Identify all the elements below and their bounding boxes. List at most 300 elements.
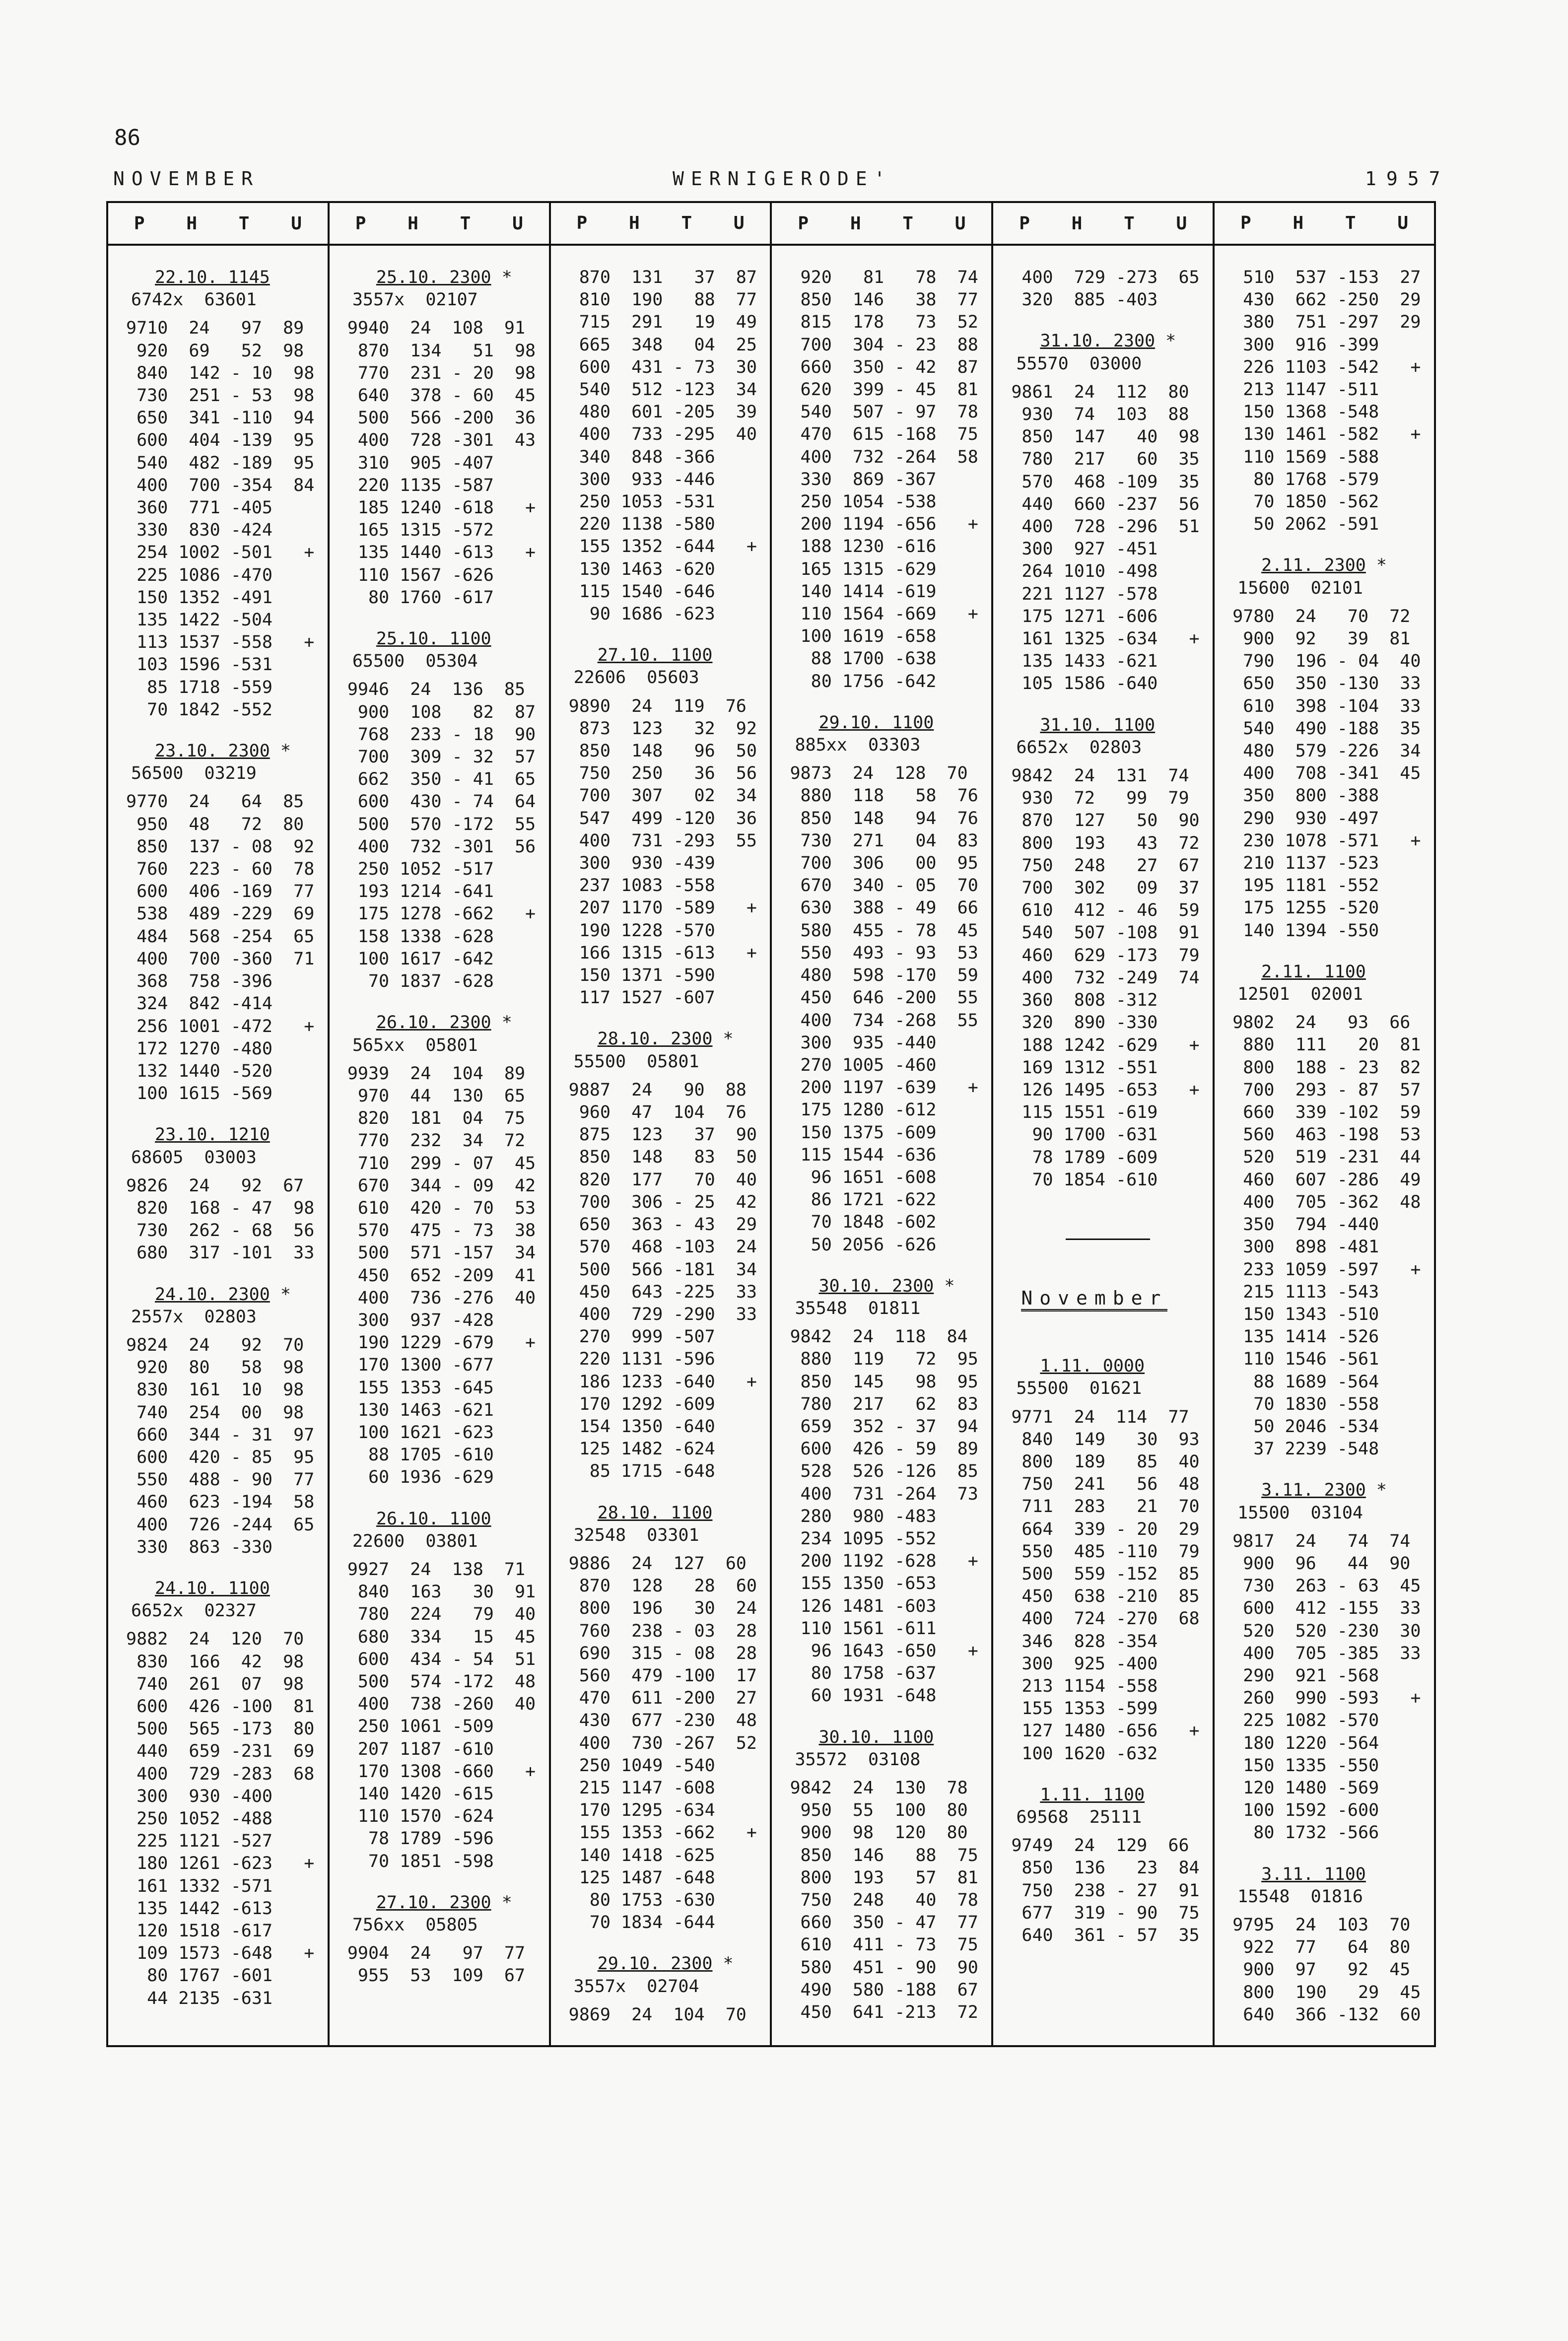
data-row: 850 147 40 98 [1011, 427, 1200, 447]
data-row: 9770 24 64 85 [126, 792, 304, 812]
release-header [790, 712, 985, 734]
release-code: 15500 03104 [1237, 1503, 1363, 1523]
data-row: 127 1480 -656 + [1011, 1721, 1200, 1741]
data-row: 700 306 00 95 [790, 853, 978, 874]
data-row: 400 708 -341 45 [1232, 763, 1421, 784]
data-row: 360 771 -405 [126, 498, 273, 518]
data-row: 360 808 -312 [1011, 990, 1158, 1011]
data-row: 820 177 70 40 [568, 1170, 757, 1190]
data-row: 9904 24 97 77 [347, 1943, 526, 1964]
data-row: 140 1414 -619 [790, 581, 937, 602]
release-code: 55500 01621 [1016, 1378, 1142, 1399]
column-header [108, 203, 328, 246]
data-row: 96 1651 -608 [790, 1167, 937, 1187]
data-row: 320 885 -403 [1011, 290, 1158, 310]
data-row: 9869 24 104 70 [568, 2004, 747, 2025]
data-row: 790 196 - 04 40 [1232, 651, 1421, 672]
sounding-block [347, 628, 543, 993]
data-row: 9861 24 112 80 [1011, 382, 1189, 402]
data-row: 400 732 -249 74 [1011, 967, 1200, 988]
data-row: 85 1718 -559 [126, 677, 273, 697]
sounding-block [126, 1578, 322, 2010]
release-star-mark: * [712, 1954, 734, 1974]
data-row: 233 1059 -597 + [1232, 1259, 1421, 1280]
column-header-label: P [576, 213, 588, 234]
release-header [347, 1012, 543, 1034]
data-row: 840 149 30 93 [1011, 1429, 1200, 1449]
data-row: 9927 24 138 71 [347, 1559, 526, 1580]
data-row: 125 1487 -648 [568, 1867, 715, 1888]
column-header-label: U [954, 213, 966, 234]
data-row: 175 1280 -612 [790, 1100, 937, 1120]
data-row: 770 232 34 72 [347, 1131, 526, 1151]
data-row: 80 1753 -630 [568, 1890, 715, 1910]
data-row: 70 1834 -644 [568, 1913, 715, 1933]
data-row: 9817 24 74 74 [1232, 1531, 1411, 1551]
data-row: 700 306 - 25 42 [568, 1192, 757, 1212]
release-header [569, 644, 764, 667]
data-row: 9780 24 70 72 [1232, 606, 1411, 626]
release-date: 27.10. 1100 [597, 645, 713, 666]
data-row: 110 1567 -626 [347, 565, 494, 585]
release-code: 65500 05304 [352, 651, 478, 672]
data-row: 220 1138 -580 [568, 514, 715, 535]
data-row: 60 1936 -629 [347, 1467, 494, 1488]
release-date: 1.11. 1100 [1040, 1785, 1145, 1805]
data-row: 264 1010 -498 [1011, 561, 1158, 582]
data-row: 630 388 - 49 66 [790, 898, 978, 918]
data-row: 610 412 - 46 59 [1011, 900, 1200, 921]
data-row: 400 729 -283 68 [126, 1764, 315, 1784]
data-row: 780 224 79 40 [347, 1604, 536, 1625]
column-header-label: H [628, 213, 640, 234]
data-row: 180 1220 -564 [1232, 1733, 1379, 1753]
data-row: 700 307 02 34 [568, 786, 757, 806]
table-column [772, 203, 993, 2045]
column-header-label: P [1019, 213, 1030, 234]
release-header [569, 1028, 764, 1050]
data-row: 110 1569 -588 [1232, 447, 1379, 467]
release-code: 6652x 02803 [1016, 737, 1142, 757]
data-row: 815 178 73 52 [790, 312, 978, 333]
data-row: 9710 24 97 89 [126, 318, 304, 339]
data-row: 950 55 100 80 [790, 1800, 968, 1821]
data-row: 600 406 -169 77 [126, 882, 315, 902]
release-code: 885xx 03303 [795, 735, 921, 756]
data-row: 570 468 -103 24 [568, 1237, 757, 1257]
data-row: 215 1113 -543 [1232, 1282, 1379, 1302]
release-code: 35572 03108 [795, 1749, 921, 1770]
data-row: 80 1758 -637 [790, 1663, 937, 1684]
release-star-mark: * [1365, 555, 1387, 576]
release-code: 12501 02001 [1237, 984, 1363, 1005]
data-row: 113 1537 -558 + [126, 632, 315, 653]
column-body [108, 246, 328, 2029]
release-header [347, 1892, 543, 1914]
release-code: 6652x 02327 [131, 1601, 257, 1621]
release-date: 3.11. 2300 [1261, 1480, 1366, 1501]
release-header [790, 1275, 985, 1298]
data-row: 186 1233 -640 + [568, 1372, 757, 1392]
release-date: 24.10. 2300 [155, 1284, 270, 1305]
release-header [1232, 961, 1428, 983]
data-row: 750 248 27 67 [1011, 855, 1200, 876]
data-row: 115 1544 -636 [790, 1145, 937, 1165]
data-row: 150 1343 -510 [1232, 1304, 1379, 1324]
release-code: 55500 05801 [573, 1051, 699, 1072]
data-row: 9842 24 131 74 [1011, 766, 1189, 786]
data-row: 225 1086 -470 [126, 565, 273, 585]
data-row: 875 123 37 90 [568, 1125, 757, 1145]
data-row: 9939 24 104 89 [347, 1063, 526, 1084]
release-star-mark: * [270, 1284, 291, 1305]
data-row: 80 1760 -617 [347, 587, 494, 608]
data-row: 820 181 04 75 [347, 1108, 526, 1129]
column-body [330, 246, 549, 2006]
data-row: 470 611 -200 27 [568, 1688, 757, 1709]
data-row: 80 1768 -579 [1232, 469, 1379, 489]
data-row: 9887 24 90 88 [568, 1080, 747, 1100]
data-row: 169 1312 -551 [1011, 1057, 1158, 1078]
data-row: 9824 24 92 70 [126, 1335, 304, 1355]
release-date: 22.10. 1145 [155, 268, 270, 287]
release-date: 25.10. 2300 [376, 268, 491, 287]
sounding-block [790, 1275, 985, 1708]
release-code: 32548 03301 [573, 1525, 699, 1545]
data-row: 44 2135 -631 [126, 1988, 273, 2008]
data-row: 450 643 -225 33 [568, 1282, 757, 1302]
data-row: 480 601 -205 39 [568, 402, 757, 422]
release-header [126, 740, 322, 762]
data-row: 350 794 -440 [1232, 1215, 1379, 1235]
data-row: 400 724 -270 68 [1011, 1609, 1200, 1629]
release-header [1011, 714, 1207, 737]
data-row: 760 223 - 60 78 [126, 859, 315, 880]
data-row: 660 339 -102 59 [1232, 1102, 1421, 1123]
data-row: 500 571 -157 34 [347, 1243, 536, 1263]
data-row: 600 420 - 85 95 [126, 1447, 315, 1467]
data-row: 400 726 -244 65 [126, 1515, 315, 1535]
data-row: 9795 24 103 70 [1232, 1915, 1411, 1935]
data-row: 225 1121 -527 [126, 1831, 273, 1852]
release-header [126, 1578, 322, 1600]
data-row: 730 263 - 63 45 [1232, 1576, 1421, 1596]
data-row: 150 1371 -590 [568, 965, 715, 986]
data-row: 770 231 - 20 98 [347, 363, 536, 383]
release-date: 26.10. 1100 [376, 1509, 491, 1529]
data-row: 440 659 -231 69 [126, 1741, 315, 1762]
data-row: 538 489 -229 69 [126, 904, 315, 924]
section-heading-text: November [1021, 1287, 1167, 1311]
data-row: 70 1848 -602 [790, 1212, 937, 1233]
data-row: 88 1705 -610 [347, 1445, 494, 1465]
data-row: 170 1300 -677 [347, 1355, 494, 1376]
data-row: 680 334 15 45 [347, 1627, 536, 1647]
data-row: 880 119 72 95 [790, 1349, 978, 1370]
data-row: 850 137 - 08 92 [126, 836, 315, 857]
release-date: 31.10. 1100 [1040, 715, 1156, 735]
data-row: 237 1083 -558 [568, 876, 715, 896]
data-row: 400 738 -260 40 [347, 1694, 536, 1715]
data-row: 870 134 51 98 [347, 341, 536, 361]
data-row: 400 732 -264 58 [790, 447, 978, 467]
data-row: 132 1440 -520 [126, 1061, 273, 1081]
release-code: 35548 01811 [795, 1298, 921, 1318]
data-row: 610 411 - 73 75 [790, 1935, 978, 1955]
release-date: 23.10. 2300 [155, 741, 270, 761]
data-row: 920 69 52 98 [126, 341, 304, 361]
release-header [347, 1508, 543, 1530]
data-row: 659 352 - 37 94 [790, 1416, 978, 1437]
sounding-block [126, 1284, 322, 1559]
data-row: 109 1573 -648 + [126, 1943, 315, 1964]
data-row: 155 1353 -599 [1011, 1699, 1158, 1719]
data-row: 80 1732 -566 [1232, 1823, 1379, 1843]
sounding-block [1232, 554, 1428, 942]
data-row: 830 161 10 98 [126, 1380, 304, 1400]
column-body [1215, 246, 1434, 2045]
data-row: 600 426 - 59 89 [790, 1439, 978, 1459]
data-row: 640 361 - 57 35 [1011, 1926, 1200, 1945]
release-date: 3.11. 1100 [1261, 1864, 1366, 1884]
release-date: 1.11. 0000 [1040, 1356, 1145, 1377]
release-date: 28.10. 2300 [597, 1029, 713, 1049]
data-row: 600 404 -139 95 [126, 430, 315, 451]
release-header [790, 1726, 985, 1749]
data-row: 480 579 -226 34 [1232, 741, 1421, 761]
data-row: 730 251 - 53 98 [126, 386, 315, 406]
data-row: 256 1001 -472 + [126, 1016, 315, 1036]
release-code: 68605 03003 [131, 1147, 257, 1168]
data-row: 100 1617 -642 [347, 949, 494, 969]
release-date: 29.10. 1100 [818, 712, 934, 733]
data-row: 200 1194 -656 + [790, 514, 978, 535]
column-body [551, 246, 770, 2045]
data-row: 960 47 104 76 [568, 1102, 747, 1123]
column-header [551, 203, 770, 246]
data-row: 155 1352 -644 + [568, 537, 757, 557]
data-row: 650 341 -110 94 [126, 408, 315, 428]
data-row: 310 905 -407 [347, 453, 494, 473]
data-row: 215 1147 -608 [568, 1778, 715, 1798]
data-row: 665 348 04 25 [568, 335, 757, 355]
data-row: 100 1619 -658 [790, 626, 937, 647]
data-row: 165 1315 -572 [347, 520, 494, 541]
data-row: 930 74 103 88 [1011, 405, 1189, 425]
data-row: 480 598 -170 59 [790, 965, 978, 986]
data-row: 90 1686 -623 [568, 604, 715, 624]
data-row: 450 641 -213 72 [790, 2002, 978, 2023]
release-code: 15548 01816 [1237, 1886, 1363, 1907]
data-row: 662 350 - 41 65 [347, 769, 536, 790]
data-row: 520 519 -231 44 [1232, 1147, 1421, 1168]
data-row: 80 1756 -642 [790, 671, 937, 691]
data-row: 830 166 42 98 [126, 1652, 304, 1672]
release-date: 2.11. 1100 [1261, 962, 1366, 982]
data-row: 850 145 98 95 [790, 1372, 978, 1392]
data-row: 250 1061 -509 [347, 1717, 494, 1737]
data-row: 560 463 -198 53 [1232, 1125, 1421, 1145]
data-row: 900 98 120 80 [790, 1823, 968, 1843]
table-column [330, 203, 551, 2045]
data-row: 840 163 30 91 [347, 1582, 536, 1602]
data-row: 78 1789 -596 [347, 1829, 494, 1849]
release-header [126, 267, 322, 289]
data-row: 225 1082 -570 [1232, 1711, 1379, 1731]
release-code: 3557x 02704 [573, 1976, 699, 1997]
sounding-block [569, 644, 764, 1009]
release-date: 31.10. 2300 [1040, 331, 1156, 351]
data-row: 100 1615 -569 [126, 1084, 273, 1104]
release-code: 6742x 63601 [131, 290, 257, 310]
sounding-block [569, 1028, 764, 1483]
data-row: 400 736 -276 40 [347, 1288, 536, 1308]
data-row: 155 1353 -662 + [568, 1823, 757, 1843]
data-row: 110 1564 -669 + [790, 604, 978, 624]
data-row: 88 1689 -564 [1232, 1372, 1379, 1392]
column-body [772, 246, 991, 2043]
data-row: 226 1103 -542 + [1232, 357, 1421, 377]
data-row: 172 1270 -480 [126, 1038, 273, 1059]
data-row: 340 848 -366 [568, 447, 715, 467]
data-row: 88 1700 -638 [790, 649, 937, 669]
data-row: 450 652 -209 41 [347, 1265, 536, 1286]
data-row: 690 315 - 08 28 [568, 1643, 757, 1663]
data-row: 430 662 -250 29 [1232, 290, 1421, 310]
data-row: 610 420 - 70 53 [347, 1198, 536, 1218]
data-row: 150 1352 -491 [126, 587, 273, 608]
table-column [1215, 203, 1434, 2045]
release-star-mark: * [491, 1013, 512, 1033]
data-row: 650 363 - 43 29 [568, 1215, 757, 1235]
data-row: 400 732 -301 56 [347, 836, 536, 857]
sounding-block [569, 1953, 764, 2026]
data-row: 750 250 36 56 [568, 763, 757, 784]
data-row: 520 520 -230 30 [1232, 1621, 1421, 1641]
data-row: 105 1586 -640 [1011, 674, 1158, 694]
data-row: 400 705 -362 48 [1232, 1192, 1421, 1212]
column-header-label: T [238, 213, 250, 234]
data-row: 820 168 - 47 98 [126, 1198, 315, 1218]
data-row: 700 309 - 32 57 [347, 747, 536, 767]
data-row: 9842 24 118 84 [790, 1327, 968, 1347]
data-row: 810 190 88 77 [568, 290, 757, 310]
data-row: 850 148 94 76 [790, 808, 978, 828]
data-row: 640 378 - 60 45 [347, 386, 536, 406]
data-row: 880 111 20 81 [1232, 1035, 1421, 1055]
divider [1066, 1239, 1150, 1240]
data-row: 170 1308 -660 + [347, 1761, 536, 1782]
data-row: 922 77 64 80 [1232, 1937, 1411, 1958]
data-row: 180 1261 -623 + [126, 1854, 315, 1874]
data-row: 800 193 43 72 [1011, 833, 1200, 853]
data-row: 185 1240 -618 + [347, 498, 536, 518]
data-row: 460 623 -194 58 [126, 1492, 315, 1513]
data-row: 870 131 37 87 [568, 267, 757, 287]
sounding-block [126, 1124, 322, 1264]
data-row: 300 927 -451 [1011, 539, 1158, 559]
column-header-label: H [1293, 213, 1304, 234]
data-row: 140 1420 -615 [347, 1784, 494, 1804]
data-row: 550 488 - 90 77 [126, 1470, 315, 1490]
data-row: 130 1463 -620 [568, 559, 715, 579]
release-header [347, 267, 543, 289]
sounding-block [1232, 961, 1428, 1460]
data-row: 400 731 -293 55 [568, 830, 757, 851]
data-row: 400 731 -264 73 [790, 1484, 978, 1504]
data-row: 570 468 -109 35 [1011, 472, 1200, 492]
column-header-label: U [1397, 213, 1409, 234]
column-header [1215, 203, 1434, 246]
data-row: 210 1137 -523 [1232, 853, 1379, 874]
data-row: 9749 24 129 66 [1011, 1836, 1189, 1856]
release-date: 30.10. 1100 [818, 1727, 934, 1747]
data-row: 540 512 -123 34 [568, 379, 757, 400]
data-row: 135 1422 -504 [126, 610, 273, 630]
release-header [126, 1284, 322, 1306]
data-row: 400 700 -360 71 [126, 949, 315, 969]
data-row: 400 700 -354 84 [126, 475, 315, 495]
release-star-mark: * [270, 741, 291, 761]
release-code: 56500 03219 [131, 763, 257, 784]
data-row: 680 317 -101 33 [126, 1243, 315, 1263]
data-row: 400 729 -273 65 [1011, 268, 1200, 287]
data-row: 200 1192 -628 + [790, 1551, 978, 1572]
column-header-label: T [1345, 213, 1356, 234]
column-header [772, 203, 991, 246]
column-header-label: H [1071, 213, 1083, 234]
data-row: 540 490 -188 35 [1232, 718, 1421, 739]
data-row: 126 1481 -603 [790, 1596, 937, 1616]
table-column [551, 203, 772, 2045]
station-header: WERNIGERODE' [673, 168, 892, 190]
data-row: 715 291 19 49 [568, 312, 757, 333]
sounding-block [1011, 714, 1207, 1191]
data-row: 70 1854 -610 [1011, 1170, 1158, 1190]
data-row: 170 1292 -609 [568, 1394, 715, 1414]
data-row: 175 1255 -520 [1232, 898, 1379, 918]
data-row: 103 1596 -531 [126, 655, 273, 675]
data-row: 850 136 23 84 [1011, 1858, 1200, 1878]
release-date: 25.10. 1100 [376, 629, 491, 649]
release-date: 26.10. 2300 [376, 1013, 491, 1033]
data-row: 710 299 - 07 45 [347, 1153, 536, 1173]
data-row: 500 565 -173 80 [126, 1719, 315, 1739]
data-row: 730 262 - 68 56 [126, 1221, 315, 1241]
data-row: 510 537 -153 27 [1232, 267, 1421, 287]
data-row: 640 366 -132 60 [1232, 2004, 1421, 2025]
column-body [993, 246, 1213, 1966]
data-row: 155 1353 -645 [347, 1377, 494, 1398]
data-row: 126 1495 -653 + [1011, 1080, 1200, 1100]
data-row: 400 734 -268 55 [790, 1010, 978, 1031]
release-code: 2557x 02803 [131, 1307, 257, 1327]
sounding-block [1011, 267, 1207, 311]
data-row: 155 1350 -653 [790, 1574, 937, 1594]
data-row: 580 455 - 78 45 [790, 920, 978, 941]
data-row: 300 937 -428 [347, 1310, 494, 1330]
data-row: 500 566 -181 34 [568, 1259, 757, 1280]
data-row: 9842 24 130 78 [790, 1778, 968, 1798]
sounding-block [790, 267, 985, 693]
sounding-block [126, 267, 322, 721]
release-code: 55570 03000 [1016, 353, 1142, 374]
data-row: 330 869 -367 [790, 469, 937, 489]
data-row: 368 758 -396 [126, 971, 273, 992]
data-row: 300 935 -440 [790, 1033, 937, 1053]
month-header: NOVEMBER [113, 168, 260, 190]
data-row: 110 1546 -561 [1232, 1349, 1379, 1370]
